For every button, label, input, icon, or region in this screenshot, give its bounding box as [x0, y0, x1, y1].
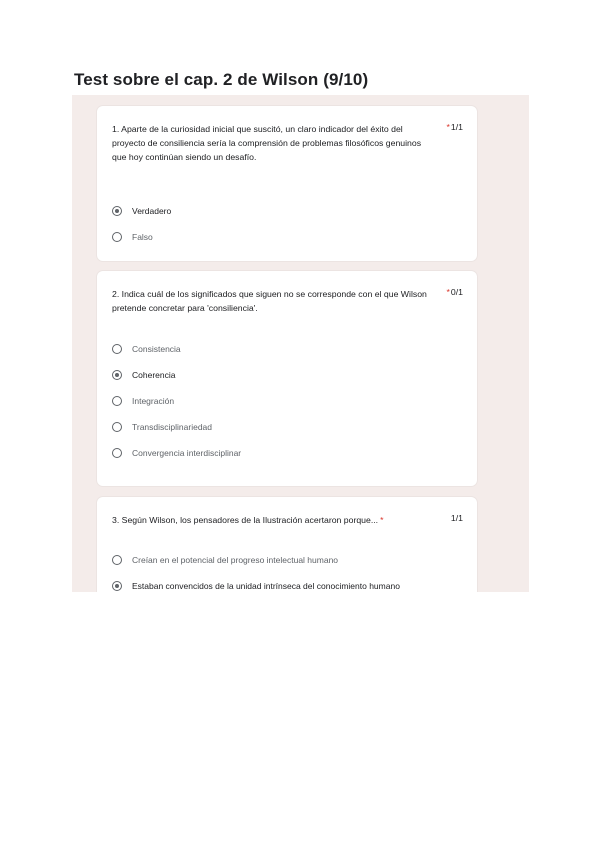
option-verdadero[interactable] — [112, 198, 171, 224]
option-falso[interactable] — [112, 224, 171, 250]
question-text: 1. Aparte de la curiosidad inicial que suscitó, un claro indicador del éxito del proyecto de consiliencia sería la comprensión de problemas filosóficos genuinos que hoy continúan siendo un desafío. — [112, 124, 422, 162]
options-list — [112, 547, 400, 592]
option-label: Consistencia — [132, 344, 181, 354]
radio-unchecked-icon[interactable] — [112, 232, 122, 242]
form-area — [72, 95, 529, 592]
score-value: 0/1 — [450, 287, 463, 297]
option-label: Coherencia — [132, 370, 176, 380]
page-title: Test sobre el cap. 2 de Wilson (9/10) — [74, 70, 369, 89]
options-list — [112, 198, 171, 250]
radio-checked-icon[interactable] — [112, 206, 122, 216]
question-header — [112, 513, 474, 527]
question-header — [112, 122, 474, 164]
question-card-3 — [97, 497, 477, 592]
option-label: Estaban convencidos de la unidad intrínseca del conocimiento humano — [132, 581, 400, 591]
option-progreso-intelectual[interactable] — [112, 547, 400, 573]
radio-unchecked-icon[interactable] — [112, 422, 122, 432]
option-convergencia-interdisciplinar[interactable] — [112, 440, 241, 466]
question-text: 2. Indica cuál de los significados que siguen no se corresponde con el que Wilson pretende concretar para 'consiliencia'. — [112, 289, 427, 313]
score-value: 1/1 — [450, 122, 463, 132]
radio-unchecked-icon[interactable] — [112, 555, 122, 565]
option-coherencia[interactable] — [112, 362, 241, 388]
option-transdisciplinariedad[interactable] — [112, 414, 241, 440]
option-label: Creían en el potencial del progreso intelectual humano — [132, 555, 339, 565]
question-card-1 — [97, 106, 477, 261]
question-header — [112, 287, 474, 315]
option-unidad-conocimiento[interactable] — [112, 573, 400, 592]
question-score — [451, 513, 463, 523]
radio-unchecked-icon[interactable] — [112, 448, 122, 458]
question-text: 3. Según Wilson, los pensadores de la Ilustración acertaron porque... * — [112, 515, 384, 525]
score-value: 1/1 — [450, 513, 463, 523]
question-card-2 — [97, 271, 477, 486]
option-label: Transdisciplinariedad — [132, 422, 213, 432]
question-score — [447, 122, 463, 132]
required-asterisk: * — [446, 287, 450, 297]
question-score — [447, 287, 463, 297]
radio-checked-icon[interactable] — [112, 370, 122, 380]
radio-unchecked-icon[interactable] — [112, 344, 122, 354]
options-list — [112, 336, 241, 466]
option-label: Falso — [132, 232, 153, 242]
option-integracion[interactable] — [112, 388, 241, 414]
option-label: Verdadero — [132, 206, 172, 216]
option-label: Convergencia interdisciplinar — [132, 448, 242, 458]
required-asterisk: * — [380, 515, 384, 525]
option-consistencia[interactable] — [112, 336, 241, 362]
radio-checked-icon[interactable] — [112, 581, 122, 591]
radio-unchecked-icon[interactable] — [112, 396, 122, 406]
option-label: Integración — [132, 396, 175, 406]
required-asterisk: * — [446, 122, 450, 132]
